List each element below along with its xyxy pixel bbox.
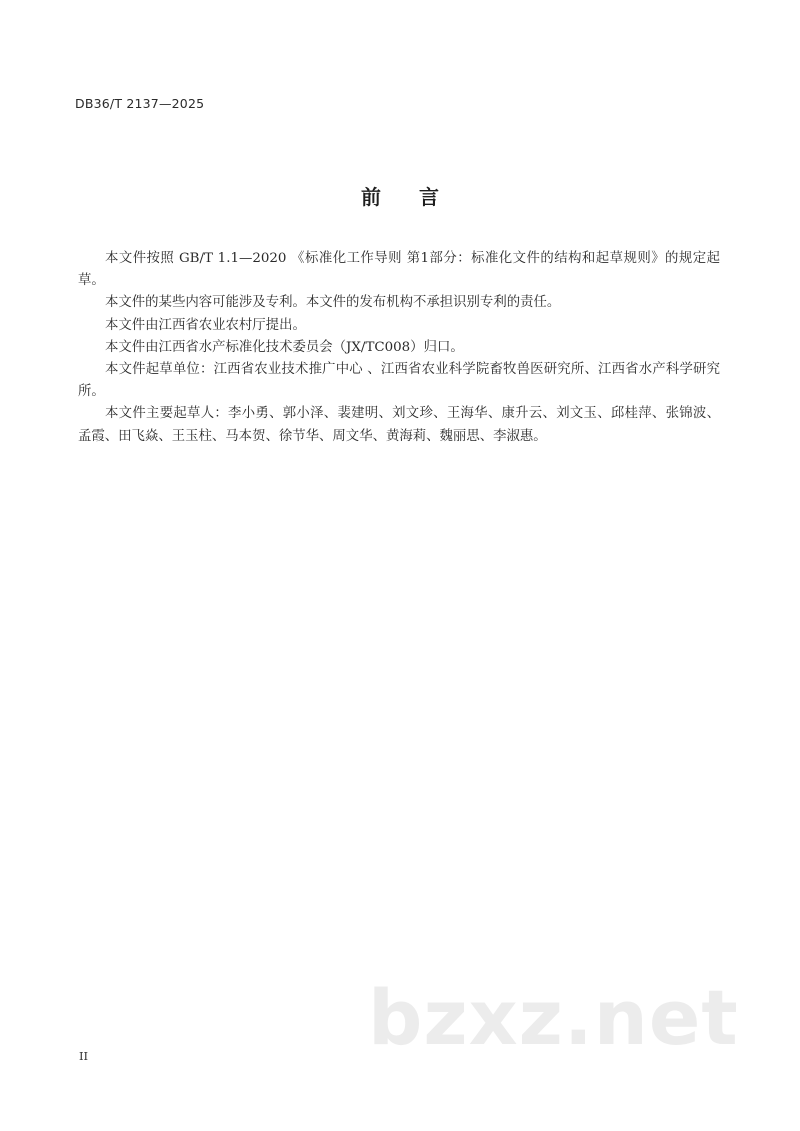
page-number: II (79, 1049, 89, 1063)
document-code: DB36/T 2137—2025 (75, 96, 205, 111)
page-title: 前言 (361, 185, 477, 209)
foreword-body (78, 248, 720, 448)
paragraph-patent-notice: 本文件的某些内容可能涉及专利。本文件的发布机构不承担识别专利的责任。 (105, 295, 561, 311)
watermark: bzxz.net (368, 973, 739, 1062)
paragraph-centralized-by: 本文件由江西省水产标准化技术委员会（JX/TC008）归口。 (105, 339, 464, 355)
paragraph-drafters: 本文件主要起草人：李小勇、郭小泽、裴建明、刘文珍、王海华、康升云、刘文玉、邱桂萍、张锦波、孟霞、田飞焱、王玉柱、马本贺、徐节华、周文华、黄海莉、魏丽思、李淑惠。 (78, 406, 720, 444)
paragraph-proposer: 本文件由江西省农业农村厅提出。 (105, 317, 306, 333)
paragraph-drafting-units: 本文件起草单位：江西省农业技术推广中心 、江西省农业科学院畜牧兽医研究所、江西省水产科学研究所。 (78, 362, 720, 400)
paragraph-drafting-rules: 本文件按照 GB/T 1.1—2020 《标准化工作导则 第1部分：标准化文件的结构和起草规则》的规定起草。 (78, 251, 720, 289)
